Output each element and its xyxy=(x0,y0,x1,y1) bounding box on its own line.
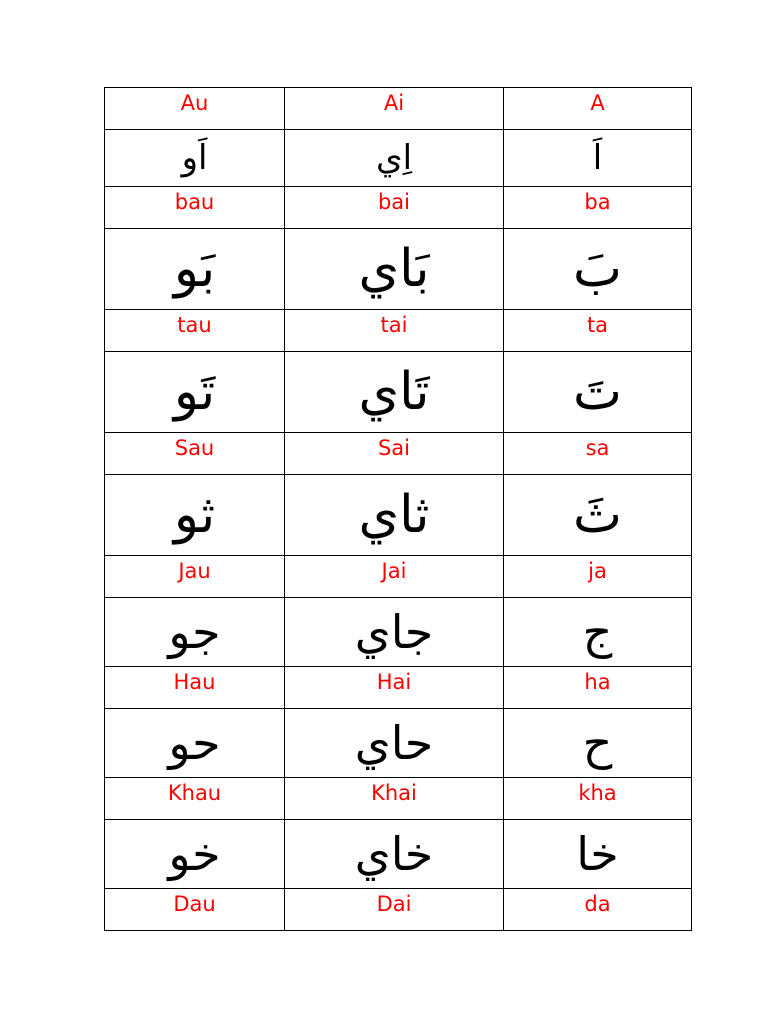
transliteration-cell: Hau xyxy=(105,667,285,709)
transliteration-cell: Dau xyxy=(105,889,285,931)
transliteration-cell: da xyxy=(504,889,692,931)
transliteration-row xyxy=(105,88,692,130)
transliteration-cell: Hai xyxy=(285,667,504,709)
arabic-letter-cell: ثاي xyxy=(285,475,504,556)
transliteration-cell: kha xyxy=(504,778,692,820)
transliteration-cell: ja xyxy=(504,556,692,598)
transliteration-cell: Khai xyxy=(285,778,504,820)
transliteration-cell: Khau xyxy=(105,778,285,820)
transliteration-cell: Dai xyxy=(285,889,504,931)
arabic-row xyxy=(105,229,692,310)
transliteration-row xyxy=(105,187,692,229)
transliteration-cell: Sau xyxy=(105,433,285,475)
transliteration-cell: tau xyxy=(105,310,285,352)
arabic-letter-cell: خا xyxy=(504,820,692,889)
arabic-row xyxy=(105,130,692,187)
arabic-letter-cell: بَاي xyxy=(285,229,504,310)
arabic-letter-cell: اَ xyxy=(504,130,692,187)
transliteration-cell: sa xyxy=(504,433,692,475)
transliteration-row xyxy=(105,310,692,352)
transliteration-row xyxy=(105,778,692,820)
arabic-letter-cell: خاي xyxy=(285,820,504,889)
arabic-letter-cell: جو xyxy=(105,598,285,667)
arabic-letter-cell: ثَ xyxy=(504,475,692,556)
arabic-letter-cell: تَاي xyxy=(285,352,504,433)
transliteration-cell: ta xyxy=(504,310,692,352)
alphabet-table xyxy=(104,87,692,931)
arabic-letter-cell: جاي xyxy=(285,598,504,667)
transliteration-cell: Ai xyxy=(285,88,504,130)
arabic-letter-cell: اِي xyxy=(285,130,504,187)
arabic-row xyxy=(105,598,692,667)
arabic-letter-cell: بَ xyxy=(504,229,692,310)
arabic-row xyxy=(105,820,692,889)
arabic-letter-cell: تَ xyxy=(504,352,692,433)
arabic-letter-cell: ج xyxy=(504,598,692,667)
arabic-letter-cell: خو xyxy=(105,820,285,889)
transliteration-row xyxy=(105,433,692,475)
arabic-letter-cell: حو xyxy=(105,709,285,778)
transliteration-cell: bai xyxy=(285,187,504,229)
transliteration-cell: bau xyxy=(105,187,285,229)
arabic-row xyxy=(105,709,692,778)
transliteration-cell: ha xyxy=(504,667,692,709)
transliteration-row xyxy=(105,556,692,598)
alphabet-table-body xyxy=(105,88,692,931)
arabic-row xyxy=(105,352,692,433)
transliteration-cell: Jau xyxy=(105,556,285,598)
arabic-letter-cell: حاي xyxy=(285,709,504,778)
arabic-letter-cell: ح xyxy=(504,709,692,778)
transliteration-row xyxy=(105,667,692,709)
arabic-letter-cell: بَو xyxy=(105,229,285,310)
arabic-letter-cell: ثو xyxy=(105,475,285,556)
transliteration-row xyxy=(105,889,692,931)
transliteration-cell: A xyxy=(504,88,692,130)
arabic-letter-cell: اَو xyxy=(105,130,285,187)
arabic-letter-cell: تَو xyxy=(105,352,285,433)
transliteration-cell: Jai xyxy=(285,556,504,598)
transliteration-cell: Au xyxy=(105,88,285,130)
transliteration-cell: Sai xyxy=(285,433,504,475)
transliteration-cell: ba xyxy=(504,187,692,229)
transliteration-cell: tai xyxy=(285,310,504,352)
arabic-row xyxy=(105,475,692,556)
